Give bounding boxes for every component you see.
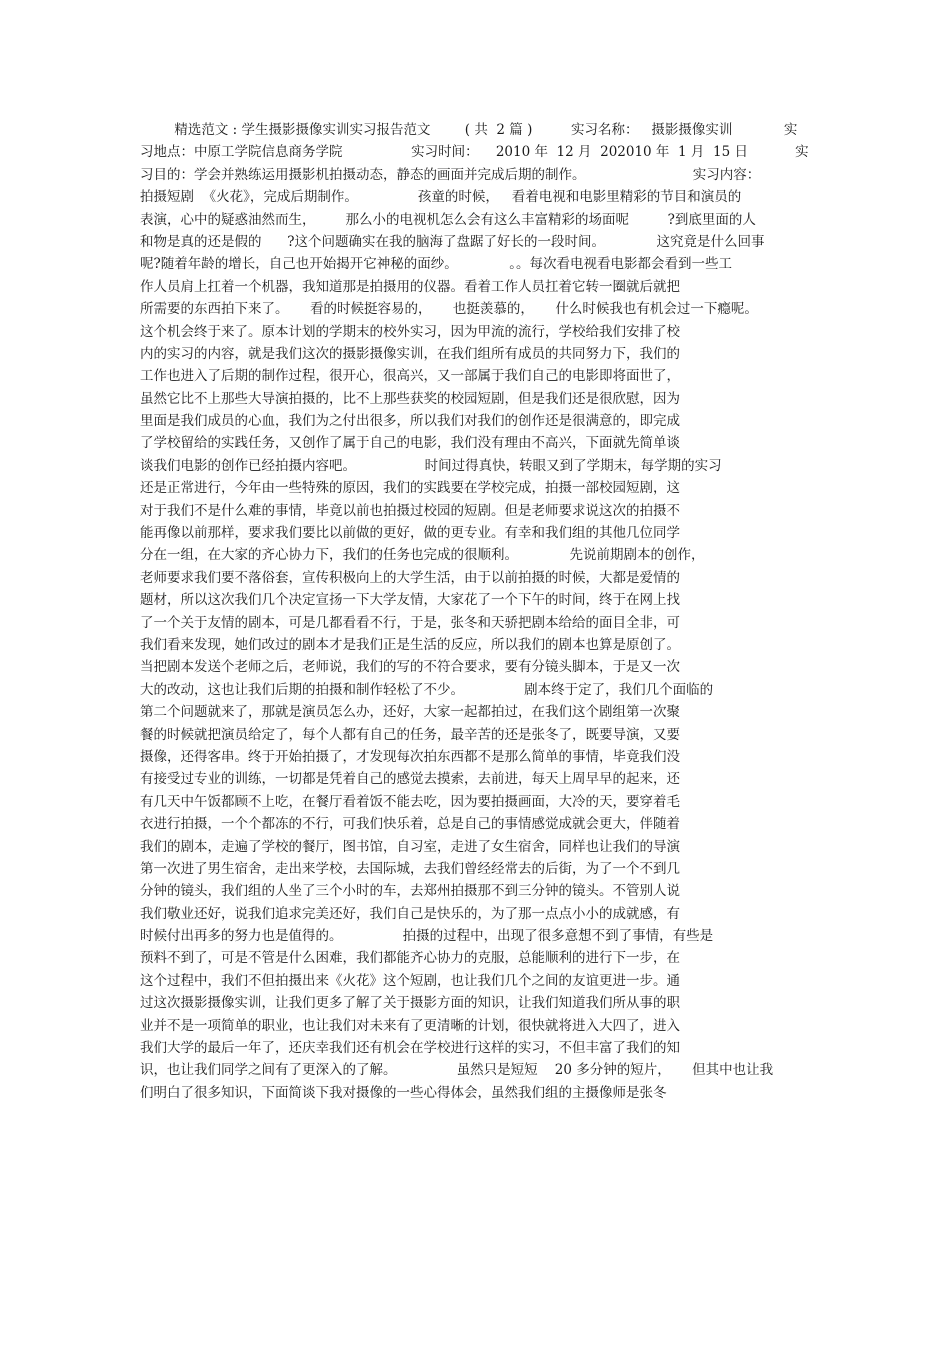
text-line: 过这次摄影摄像实训，让我们更多了解了关于摄影方面的知识，让我们知道我们所从事的职 <box>140 995 680 1012</box>
text-line: 业并不是一项简单的职业，也让我们对未来有了更清晰的计划，很快就将进入大四了，进入 <box>140 1017 680 1034</box>
text-line: 了一个关于友情的剧本，可是几都看看不行，于是，张冬和天骄把剧本给给的面目全非，可 <box>140 614 680 631</box>
text-line: 所需要的东西拍下来了。 看的时候挺容易的， 也挺羡慕的， 什么时候我也有机会过一下瘾呢。 <box>140 301 758 318</box>
text-line: 有几天中午饭都顾不上吃，在餐厅看着饭不能去吃，因为要拍摄画面，大冷的天，要穿着毛 <box>140 793 680 810</box>
text-line: 大的改动，这也让我们后期的拍摄和制作轻松了不少。 剧本终于定了，我们几个面临的 <box>140 681 714 698</box>
text-line: 作人员肩上扛着一个机器，我知道那是拍摄用的仪器。看着工作人员扛着它转一圈就后就把 <box>140 278 680 295</box>
text-line: 题材，所以这次我们几个决定宣扬一下大学友情，大家花了一个下午的时间，终于在网上找 <box>140 592 680 609</box>
text-line: 还是正常进行，今年由一些特殊的原因，我们的实践要在学校完成，拍摄一部校园短剧，这 <box>140 480 680 497</box>
text-line: 我们看来发现，她们改过的剧本才是我们正是生活的反应，所以我们的剧本也算是原创了。 <box>140 636 680 653</box>
text-line: 和物是真的还是假的 ?这个问题确实在我的脑海了盘踞了好长的一段时间。 这究竟是什么回事 <box>140 233 765 250</box>
text-line: 衣进行拍摄，一个个都冻的不行，可我们快乐着，总是自己的事情感觉成就会更大，伴随着 <box>140 816 680 833</box>
text-line: 习地点：中原工学院信息商务学院 实习时间： 2010 年 12 月 202010 年 1 月 15 日 实 <box>140 144 809 161</box>
report-body <box>140 119 820 1104</box>
text-line: 当把剧本发送个老师之后，老师说，我们的写的不符合要求，要有分镜头脚本，于是又一次 <box>140 659 680 676</box>
text-line: 精选范文 : 学生摄影摄像实训实习报告范文 ( 共 2 篇 ) 实习名称： 摄影摄像实训 实 <box>140 122 798 138</box>
text-line: 时候付出再多的努力也是值得的。 拍摄的过程中，出现了很多意想不到了事情，有些是 <box>140 928 714 945</box>
text-line: 了学校留给的实践任务，又创作了属于自己的电影，我们没有理由不高兴，下面就先简单谈 <box>140 435 680 452</box>
text-line: 内的实习的内容，就是我们这次的摄影摄像实训，在我们组所有成员的共同努力下，我们的 <box>140 345 680 362</box>
text-line: 我们敬业还好，说我们追求完美还好，我们自己是快乐的，为了那一点点小小的成就感，有 <box>140 905 680 922</box>
text-line: 第二个问题就来了，那就是演员怎么办，还好，大家一起都拍过，在我们这个剧组第一次聚 <box>140 704 680 721</box>
text-line: 老师要求我们要不落俗套，宣传积极向上的大学生活，由于以前拍摄的时候，大都是爱情的 <box>140 569 680 586</box>
text-line: 分钟的镜头，我们组的人坐了三个小时的车，去郑州拍摄那不到三分钟的镜头。不管别人说 <box>140 883 680 900</box>
text-line: 工作也进入了后期的制作过程，很开心，很高兴，又一部属于我们自己的电影即将面世了， <box>140 368 680 385</box>
text-line: 摄像，还得客串。终于开始拍摄了，才发现每次拍东西都不是那么简单的事情，毕竟我们没 <box>140 748 680 765</box>
text-line: 表演，心中的疑惑油然而生， 那么小的电视机怎么会有这么丰富精彩的场面呢 ?到底里面的人 <box>140 211 756 228</box>
text-line: 这个机会终于来了。原本计划的学期末的校外实习，因为甲流的流行，学校给我们安排了校 <box>140 323 680 340</box>
text-line: 有接受过专业的训练，一切都是凭着自己的感觉去摸索，去前进，每天上周早早的起来，还 <box>140 771 680 788</box>
text-line: 们明白了很多知识，下面简谈下我对摄像的一些心得体会，虽然我们组的主摄像师是张冬 <box>140 1084 667 1101</box>
text-line: 第一次进了男生宿舍，走出来学校，去国际城，去我们曾经经常去的后街，为了一个不到几 <box>140 860 680 877</box>
text-line: 识，也让我们同学之间有了更深入的了解。 虽然只是短短 20 多分钟的短片， 但其中也让我 <box>140 1062 774 1079</box>
text-line: 预料不到了，可是不管是什么困难，我们都能齐心协力的克服，总能顺利的进行下一步，在 <box>140 950 680 967</box>
text-line: 我们大学的最后一年了，还庆幸我们还有机会在学校进行这样的实习，不但丰富了我们的知 <box>140 1040 680 1057</box>
text-line: 对于我们不是什么难的事情，毕竟以前也拍摄过校园的短剧。但是老师要求说这次的拍摄不 <box>140 502 680 519</box>
text-line: 呢?随着年龄的增长，自己也开始揭开它神秘的面纱。 。。每次看电视看电影都会看到一些工 <box>140 256 732 273</box>
text-line: 拍摄短剧 《火花》，完成后期制作。 孩童的时候， 看着电视和电影里精彩的节目和演员的 <box>140 189 742 206</box>
text-line: 餐的时候就把演员给定了，每个人都有自己的任务，最辛苦的还是张冬了，既要导演，又要 <box>140 726 680 743</box>
text-line: 这个过程中，我们不但拍摄出来《火花》这个短剧，也让我们几个之间的友谊更进一步。通 <box>140 972 680 989</box>
text-line: 分在一组，在大家的齐心协力下，我们的任务也完成的很顺利。 先说前期剧本的创作， <box>140 547 705 564</box>
text-line: 里面是我们成员的心血，我们为之付出很多，所以我们对我们的创作还是很满意的，即完成 <box>140 413 680 430</box>
text-line: 谈我们电影的创作已经拍摄内容吧。 时间过得真快，转眼又到了学期末，每学期的实习 <box>140 457 722 474</box>
text-line: 我们的剧本，走遍了学校的餐厅，图书馆，自习室，走进了女生宿舍，同样也让我们的导演 <box>140 838 680 855</box>
text-line: 习目的：学会并熟练运用摄影机拍摄动态，静态的画面并完成后期的制作。 实习内容： <box>140 166 761 183</box>
text-line: 能再像以前那样，要求我们要比以前做的更好，做的更专业。有幸和我们组的其他几位同学 <box>140 525 680 542</box>
text-line: 虽然它比不上那些大导演拍摄的，比不上那些获奖的校园短剧，但是我们还是很欣慰，因为 <box>140 390 680 407</box>
